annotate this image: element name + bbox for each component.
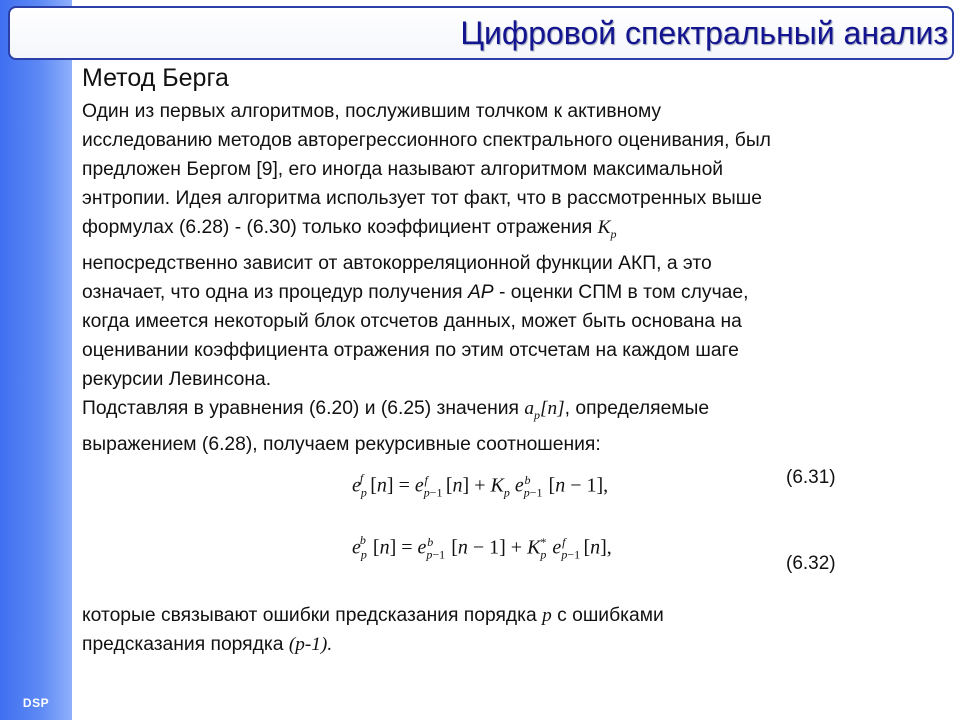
paragraph-conclusion — [82, 601, 942, 659]
equation-row-632 — [82, 531, 942, 591]
equation-631: $e_p^f$ $[n] = e_{p-1}^f$ $[n] + K_p$ $e_{p-1}^b$ [n − 1], — [352, 470, 609, 500]
footer-label: DSP — [22, 696, 50, 710]
text-line: которые связывают ошибки предсказания порядка — [82, 604, 543, 626]
math-symbol-k: $K_p$ — [597, 217, 617, 241]
text-line: формулах (6.28) - (6.30) только коэффициент отражения — [82, 217, 598, 238]
math-symbol-ap: $a_p[n]$ — [524, 397, 565, 422]
text-line: исследованию методов авторегрессионного спектрального оценивания, был — [82, 130, 771, 151]
text-line: выражением (6.28), получаем рекурсивные соотношения: — [82, 433, 601, 455]
sidebar-band — [0, 0, 72, 720]
equation-number: (6.32) — [786, 552, 836, 574]
math-symbol-p-minus-1: (p-1). — [288, 633, 333, 655]
term-ap: АР — [467, 281, 494, 303]
text-line: с ошибками — [551, 604, 664, 626]
equation-row-631 — [82, 467, 942, 527]
text-line: - оценки СПМ в том случае, — [493, 281, 749, 303]
paragraph-substitution — [82, 394, 942, 459]
equation-number: (6.31) — [786, 466, 836, 488]
section-heading: Метод Берга — [82, 64, 229, 92]
text-line: Один из первых алгоритмов, послужившим толчком к активному — [82, 101, 662, 122]
text-line: предсказания порядка — [82, 633, 289, 655]
slide-title: Цифровой спектральный анализ — [460, 14, 948, 51]
text-line: , определяемые — [564, 397, 710, 419]
text-line: предложен Бергом [9], его иногда называют алгоритмом максимальной — [82, 159, 724, 180]
text-line: означает, что одна из процедур получения — [82, 281, 468, 303]
paragraph-intro — [82, 97, 942, 394]
slide-content — [82, 64, 942, 659]
text-line: Подставляя в уравнения (6.20) и (6.25) значения — [82, 397, 525, 419]
text-line: рекурсии Левинсона. — [82, 368, 272, 390]
text-line: когда имеется некоторый блок отсчетов данных, может быть основана на — [82, 310, 742, 332]
text-line: энтропии. Идея алгоритма использует тот факт, что в рассмотренных выше — [82, 188, 762, 209]
title-bar — [8, 6, 954, 60]
math-symbol-p: p — [542, 604, 552, 626]
equation-632: $e_p^b$ $[n] = e_{p-1}^b$ $[n - 1] + K_p^*$ $e_{p-1}^f$ [n], — [352, 532, 612, 562]
text-line: непосредственно зависит от автокорреляционной функции АКП, а это — [82, 252, 712, 274]
text-line: оценивании коэффициента отражения по этим отсчетам на каждом шаге — [82, 339, 739, 361]
